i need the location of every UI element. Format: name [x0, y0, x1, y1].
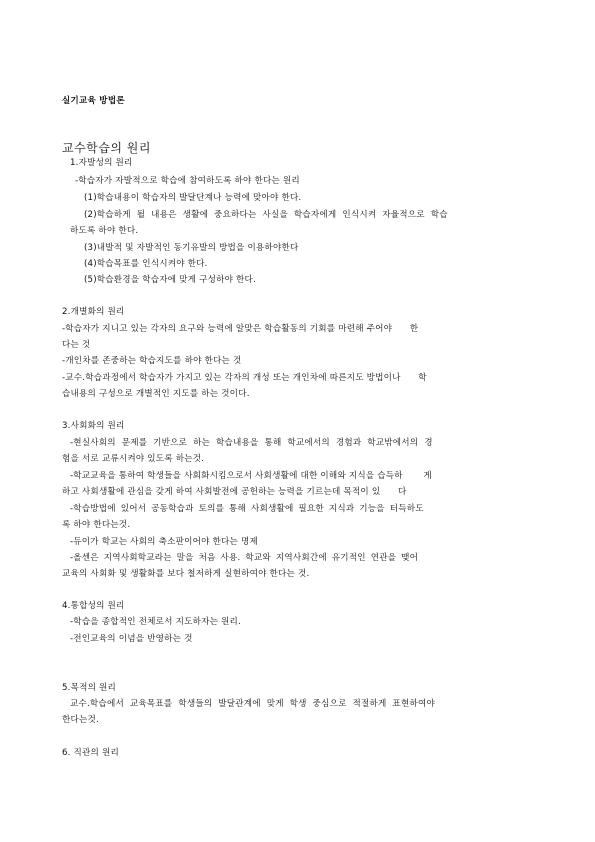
text-line: 다는 것 [62, 340, 91, 350]
section-heading: 교수학습의 원리 [62, 141, 151, 155]
text-line: (2)학습하게 될 내용은 생활에 중요하다는 사실을 학습자에게 인식시켜 자율적으로 학습 [84, 210, 448, 220]
text-line: 습내용의 구성으로 개별적인 지도를 하는 것이다. [62, 389, 250, 399]
principle-heading: 2.개별화의 원리 [62, 307, 125, 317]
text-line: 교육의 사회화 및 생활화를 보다 철저하게 실현하여야 한다는 것. [62, 569, 310, 579]
text-line: (3)내발적 및 자발적인 동기유발의 방법을 이용하야한다 [84, 243, 299, 253]
text-line: 하고 사회생활에 관심을 갖게 하여 사회발전에 공헌하는 능력을 기르는데 목적이 있 다 [62, 487, 407, 497]
principle-heading: 5.목적의 원리 [62, 683, 117, 693]
principle-heading: 1.자발성의 원리 [70, 158, 133, 168]
principle-heading: 3.사회화의 원리 [62, 421, 125, 431]
text-line: 하도록 하야 한다. [70, 226, 139, 236]
text-line: (4)학습목표를 인식시켜야 한다. [84, 259, 208, 269]
document-title: 실기교육 방법론 [62, 96, 125, 106]
text-line: -개인차를 존중하는 학습지도를 하야 한다는 것 [62, 356, 242, 366]
text-line: -학습자가 자발적으로 학습에 참여하도록 하야 한다는 원리 [75, 176, 300, 186]
text-line: -학교교육을 통하여 학생들을 사회화시킴으로서 사회생활에 대한 이해와 지식을 습득하 게 [70, 471, 432, 481]
text-line: (1)학습내용이 학습자의 발달단계나 능력에 맞아야 한다. [84, 193, 302, 203]
text-line: 교수.학습에서 교육목표를 학생들의 발달관계에 맞게 학생 중심으로 적절하게 표현하여야 [70, 699, 435, 709]
text-line: 험을 서로 교류시켜야 있도록 하는것. [62, 454, 205, 464]
text-line: -듀이가 학교는 사회의 축소판이어야 한다는 명제 [70, 537, 258, 547]
text-line: -학습을 종합적인 전체로서 지도하자는 원리. [70, 617, 241, 627]
text-line: -학습자가 지니고 있는 각자의 요구와 능력에 알맞은 학습활동의 기회를 마련해 주어야 한 [62, 324, 419, 334]
text-line: -올센은 지역사회학교라는 말을 처음 사용. 학교와 지역사회간에 유기적인 연관을 맺어 [70, 553, 419, 563]
text-line: -전인교육의 이념을 반영하는 것 [70, 634, 193, 644]
text-line: -현실사회의 문제를 기반으로 하는 학습내용을 통해 학교에서의 경험과 학교밖에서의 경 [70, 438, 433, 448]
text-line: -교수.학습과정에서 학습자가 가지고 있는 각자의 개성 또는 개인차에 따른지도 방법이나 학 [62, 373, 427, 383]
principle-heading: 6. 직관의 원리 [62, 748, 119, 758]
text-line: 한다는것. [62, 715, 99, 725]
text-line: -학습방법에 있어서 공동학습과 토의를 통해 사회생활에 필요한 지식과 기능을 터득하도 [70, 504, 424, 514]
text-line: 록 하야 한다는것. [62, 520, 131, 530]
principle-heading: 4.통합성의 원리 [62, 601, 125, 611]
text-line: (5)학습환경을 학습자에 맞게 구성하야 한다. [84, 275, 256, 285]
